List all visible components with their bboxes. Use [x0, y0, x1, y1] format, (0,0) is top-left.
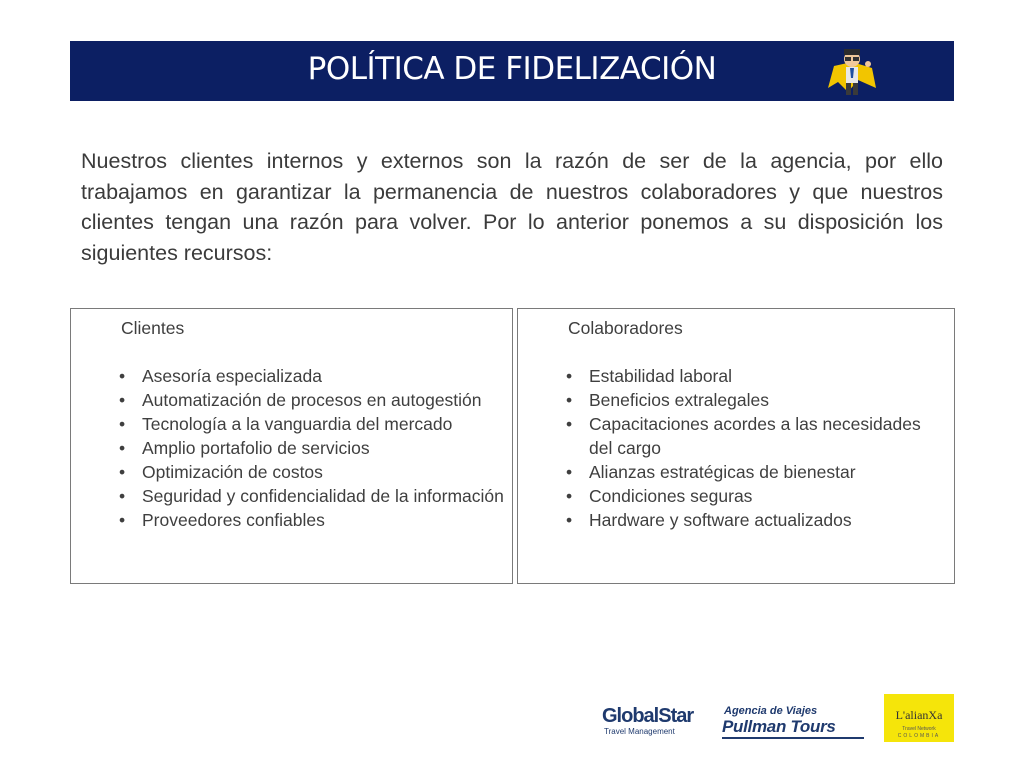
list-item: • Estabilidad laboral: [566, 366, 733, 386]
title-bar: [70, 41, 954, 101]
pullman-tours-logo: Agencia de Viajes Pullman Tours: [718, 705, 868, 739]
list-item: • Capacitaciones acordes a las necesidades del cargo: [566, 414, 921, 458]
clientes-title: Clientes: [121, 318, 185, 338]
list-item: • Condiciones seguras: [566, 486, 753, 506]
intro-paragraph: Nuestros clientes internos y externos son la razón de ser de la agencia, por ello trabajamos en garantizar la permanencia de nuestros colaboradores y que nuestros clientes tengan una razón para volver. Por lo anterior ponemos a su disposición los siguientes recursos:: [81, 149, 943, 265]
superhero-mascot-icon: [824, 44, 880, 100]
list-item: • Seguridad y confidencialidad de la información: [119, 486, 504, 506]
clientes-list: [116, 364, 506, 532]
list-item: • Proveedores confiables: [119, 510, 325, 530]
page-title: POLÍTICA DE FIDELIZACIÓN: [307, 51, 717, 87]
list-item: • Hardware y software actualizados: [566, 510, 852, 530]
colaboradores-box: [517, 308, 955, 584]
list-item: • Asesoría especializada: [119, 366, 322, 386]
list-item: • Tecnología a la vanguardia del mercado: [119, 414, 453, 434]
globalstar-logo: GlobalStar Travel Management: [602, 705, 694, 736]
list-item: • Automatización de procesos en autogestión: [119, 390, 482, 410]
pullman-underline: [722, 737, 864, 739]
colaboradores-list: [563, 364, 948, 532]
list-item: • Optimización de costos: [119, 462, 323, 482]
clientes-box: [70, 308, 513, 584]
alianza-logo: L'alianXa Travel Network COLOMBIA: [884, 694, 954, 742]
list-item: • Amplio portafolio de servicios: [119, 438, 370, 458]
list-item: • Beneficios extralegales: [566, 390, 769, 410]
list-item: • Alianzas estratégicas de bienestar: [566, 462, 856, 482]
colaboradores-title: Colaboradores: [568, 318, 683, 338]
